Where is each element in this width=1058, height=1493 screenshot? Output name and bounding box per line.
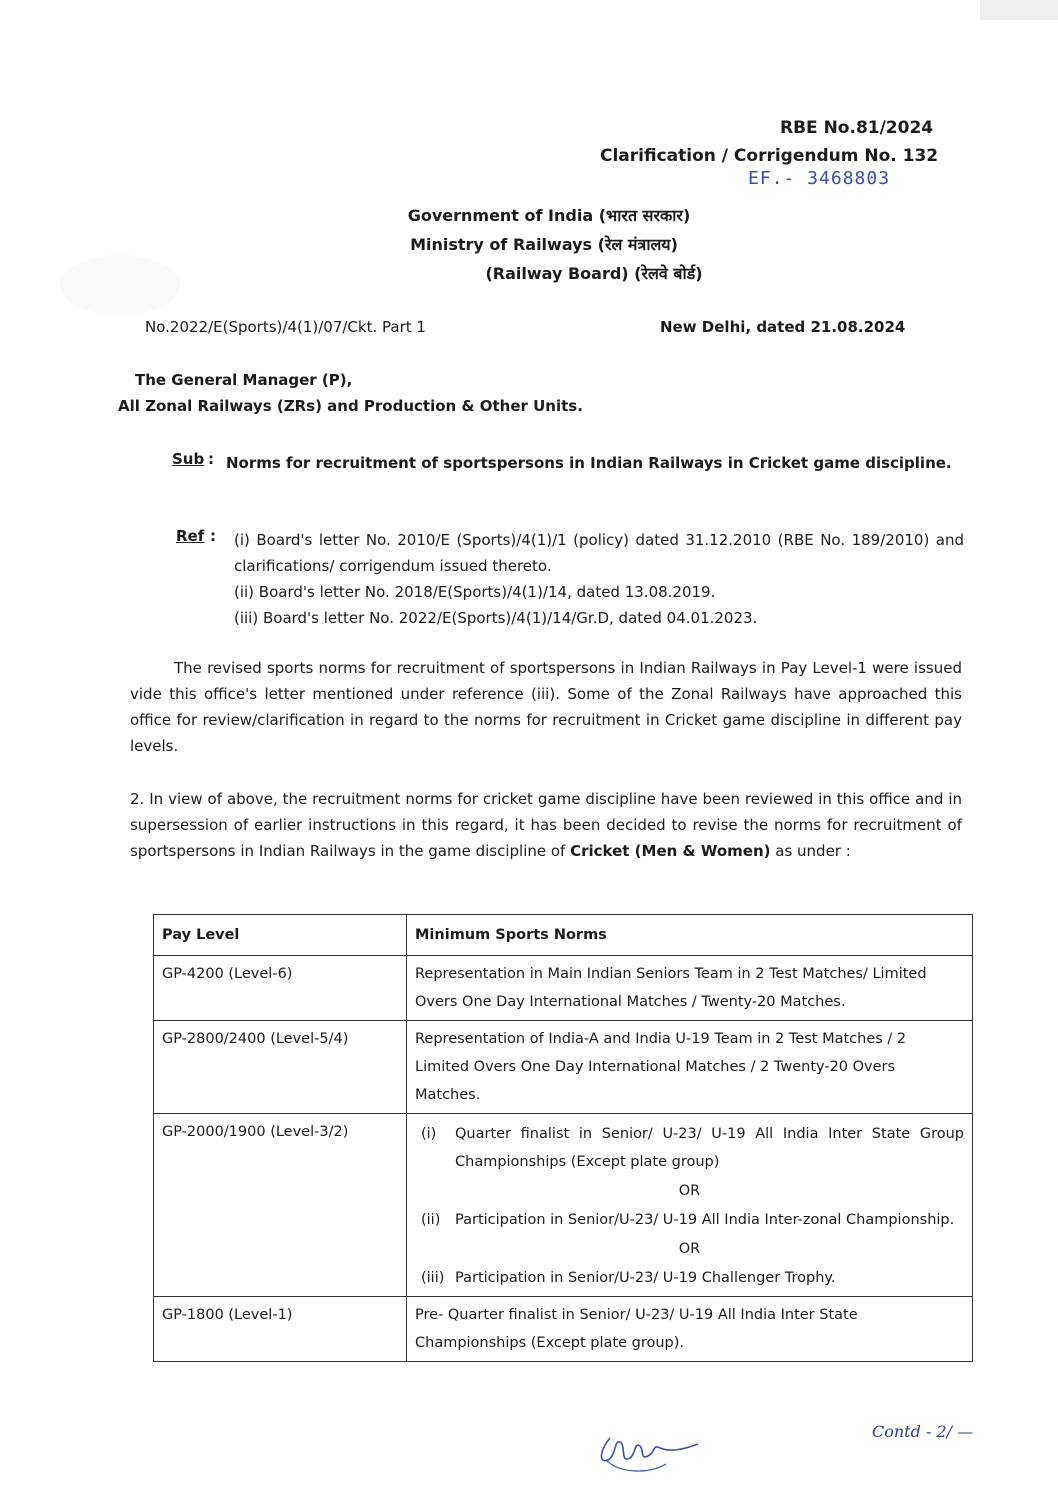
signature-underline xyxy=(606,1460,666,1471)
subject-label: Sub xyxy=(172,450,205,468)
criterion-item xyxy=(415,1120,964,1176)
table-row xyxy=(154,1297,973,1362)
or-separator: OR xyxy=(678,1241,701,1257)
reference-item-2: (ii) Board's letter No. 2018/E(Sports)/4(1)/14, dated 13.08.2019. xyxy=(234,583,716,601)
pay-level-cell: GP-1800 (Level-1) xyxy=(154,1297,407,1362)
pay-level-cell: GP-2800/2400 (Level-5/4) xyxy=(154,1021,407,1114)
paragraph-2-text: 2. In view of above, the recruitment norms for cricket game discipline have been reviewed in this office and in supersession of earlier instructions in this regard, it has been decided to revise the norms for recruitment of sportspersons in Indian Railways in the game discipline of xyxy=(130,790,962,860)
reference-colon: : xyxy=(210,527,216,545)
paragraph-2-bold: Cricket (Men & Women) xyxy=(570,842,771,860)
norm-cell: Representation in Main Indian Seniors Team in 2 Test Matches/ Limited Overs One Day International Matches / Twenty-20 Matches. xyxy=(407,956,973,1021)
table-row xyxy=(154,1114,973,1297)
pay-level-cell: GP-4200 (Level-6) xyxy=(154,956,407,1021)
reference-item-3: (iii) Board's letter No. 2022/E(Sports)/4(1)/14/Gr.D, dated 04.01.2023. xyxy=(234,609,758,627)
rbe-number: RBE No.81/2024 xyxy=(780,118,934,138)
board-line: (Railway Board) (रेलवे बोर्ड) xyxy=(485,264,703,283)
reference-item-1: (i) Board's letter No. 2010/E (Sports)/4(1)/1 (policy) dated 31.12.2010 (RBE No. 189/2010) and clarifications/ corrigendum issued thereto. xyxy=(234,531,964,575)
scan-edge-shadow xyxy=(980,0,1058,20)
reference-label: Ref xyxy=(176,527,205,545)
subject-colon: : xyxy=(208,450,214,468)
signature-stroke xyxy=(601,1438,698,1461)
table-row xyxy=(154,956,973,1021)
government-line: Government of India (भारत सरकार) xyxy=(407,206,691,225)
criterion-item xyxy=(415,1206,964,1234)
subject-text: Norms for recruitment of sportspersons in Indian Railways in Cricket game discipline. xyxy=(226,454,952,472)
signature-mark xyxy=(590,1430,710,1480)
letter-date: New Delhi, dated 21.08.2024 xyxy=(660,318,906,336)
criterion-text: Participation in Senior/U-23/ U-19 Challenger Trophy. xyxy=(455,1270,836,1286)
norms-table xyxy=(153,914,973,1362)
table-row xyxy=(154,1021,973,1114)
addressee-line-2: All Zonal Railways (ZRs) and Production & Other Units. xyxy=(118,397,583,415)
criterion-number: (iii) xyxy=(421,1270,445,1286)
norm-cell xyxy=(407,1114,973,1297)
table-header-row xyxy=(154,915,973,956)
criterion-text: Participation in Senior/U-23/ U-19 All India Inter-zonal Championship. xyxy=(455,1212,955,1228)
norm-cell: Pre- Quarter finalist in Senior/ U-23/ U-19 All India Inter State Championships (Except plate group). xyxy=(407,1297,973,1362)
criterion-number: (i) xyxy=(421,1126,437,1142)
addressee-line-1: The General Manager (P), xyxy=(135,371,353,389)
ef-number-handwritten: EF.- 3468803 xyxy=(748,168,891,189)
clarification-number: Clarification / Corrigendum No. 132 xyxy=(600,146,939,166)
continued-note: Contd - 2/ — xyxy=(872,1422,974,1441)
header-pay-level: Pay Level xyxy=(154,915,407,956)
header-minimum-norms: Minimum Sports Norms xyxy=(407,915,973,956)
ministry-line: Ministry of Railways (रेल मंत्रालय) xyxy=(410,235,678,254)
criterion-number: (ii) xyxy=(421,1212,441,1228)
criterion-text: Quarter finalist in Senior/ U-23/ U-19 All India Inter State Group Championships (Except plate group) xyxy=(455,1126,964,1170)
criterion-item xyxy=(415,1264,964,1292)
norm-cell: Representation of India-A and India U-19 Team in 2 Test Matches / 2 Limited Overs One Day International Matches / 2 Twenty-20 Overs Matches. xyxy=(407,1021,973,1114)
paragraph-2-suffix: as under : xyxy=(770,842,851,860)
file-number: No.2022/E(Sports)/4(1)/07/Ckt. Part 1 xyxy=(145,318,426,336)
paragraph-2 xyxy=(130,786,962,864)
pay-level-cell: GP-2000/1900 (Level-3/2) xyxy=(154,1114,407,1297)
paragraph-1: The revised sports norms for recruitment of sportspersons in Indian Railways in Pay Level-1 were issued vide this office's letter mentioned under reference (iii). Some of the Zonal Railways have approached this office for review/clarification in regard to the norms for recruitment in Cricket game discipline in different pay levels. xyxy=(130,659,962,755)
or-separator: OR xyxy=(678,1183,701,1199)
